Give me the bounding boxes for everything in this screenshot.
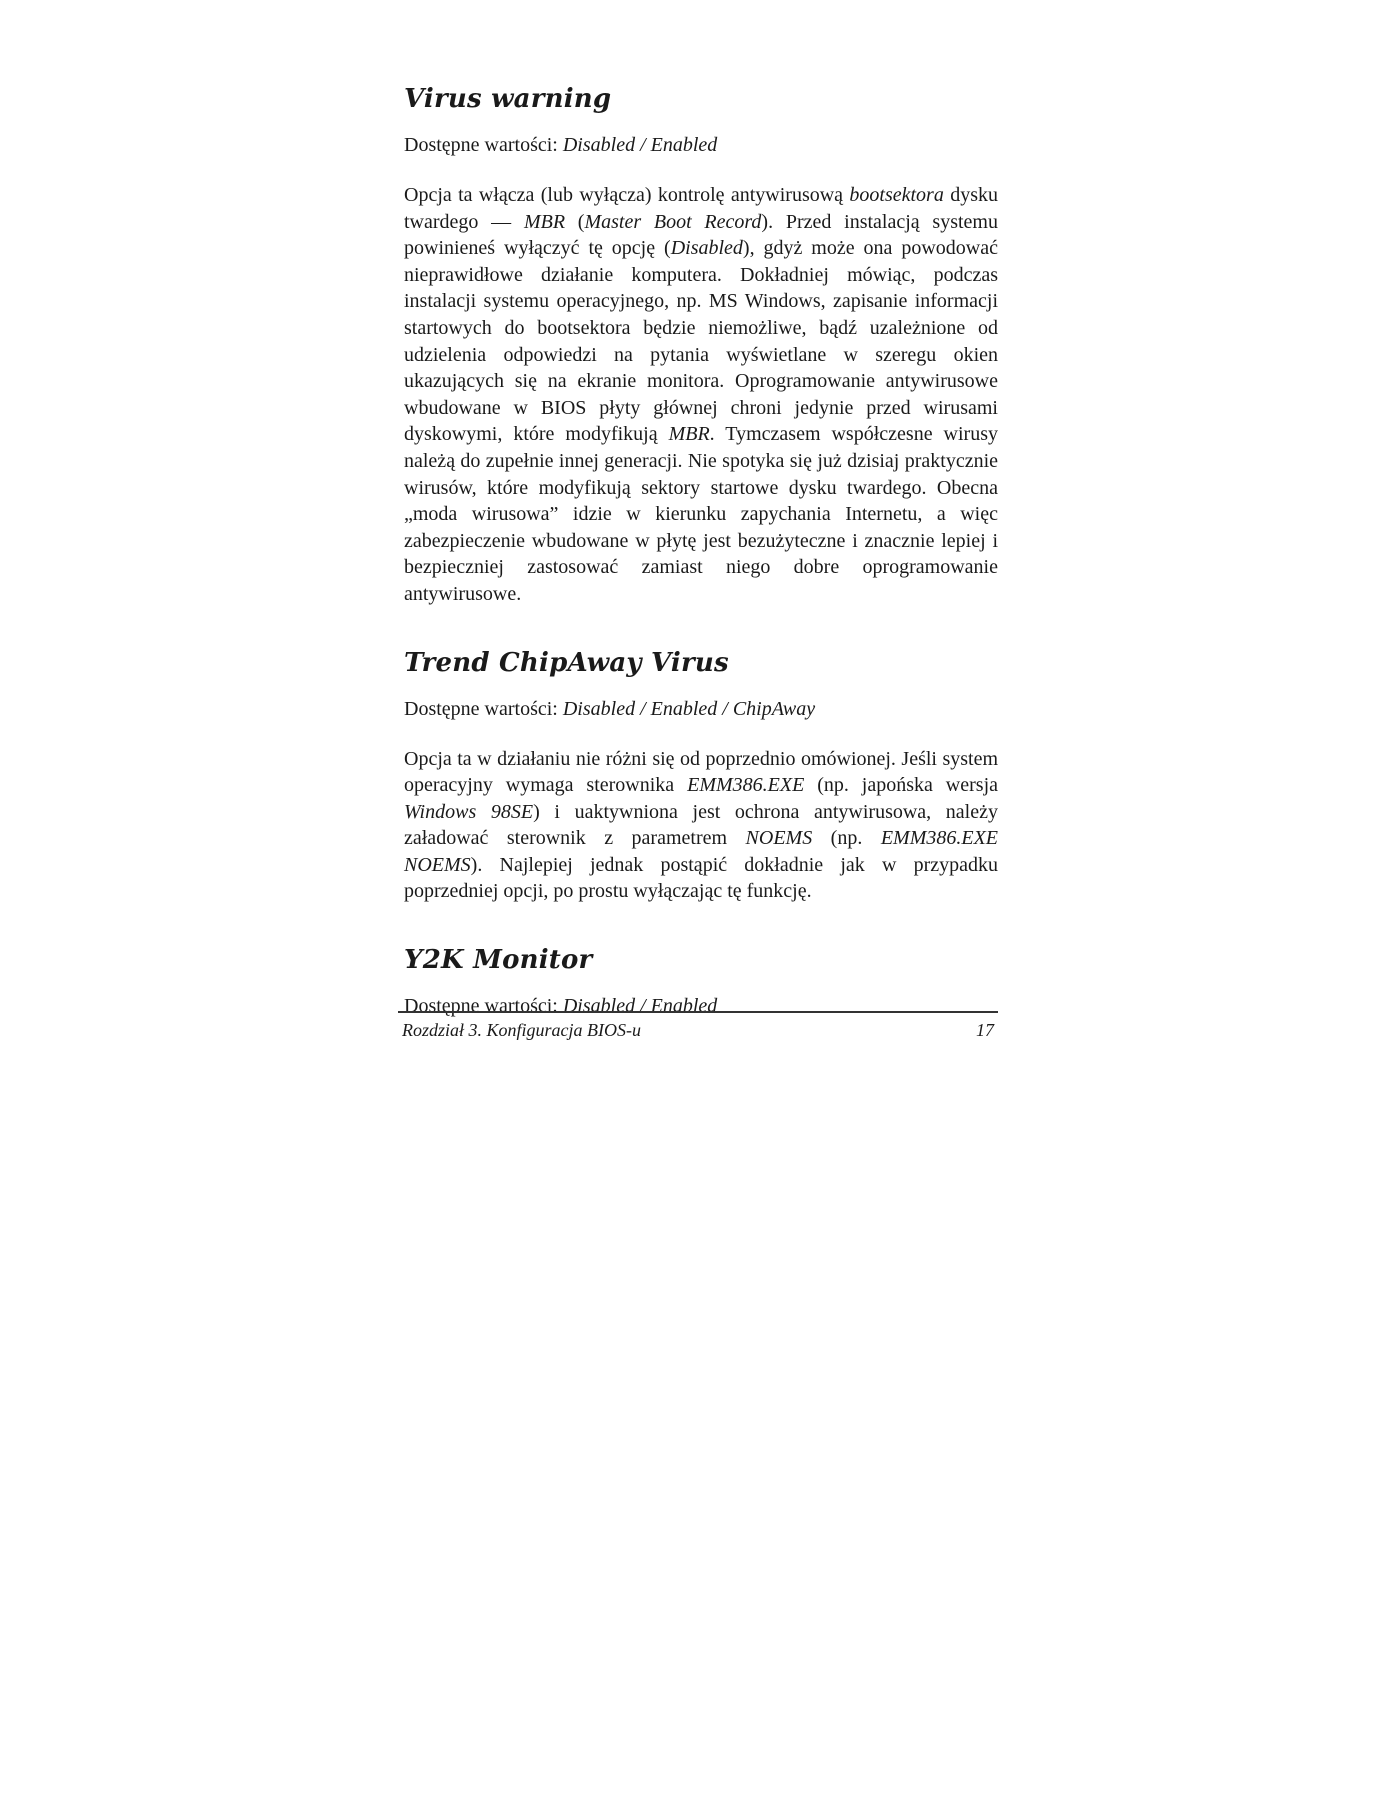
section-paragraph	[404, 182, 998, 608]
italic-term: Disabled	[670, 237, 743, 260]
text-run: (	[565, 210, 585, 233]
italic-term: bootsektora	[849, 184, 944, 206]
page-content	[404, 84, 998, 1043]
text-run: (np. japońska wersja	[804, 774, 998, 797]
values-list: Disabled / Enabled / ChipAway	[562, 697, 816, 720]
italic-term: Windows 98SE	[404, 800, 534, 823]
text-run: ) i uaktywniona jest ochrona antywirusowa, należy załadować sterownik z parametrem	[404, 800, 998, 850]
values-prefix: Dostępne wartości:	[404, 697, 563, 720]
text-run: . Tymczasem współczesne wirusy należą do zupełnie innej generacji. Nie spotyka się już dzisiaj praktycznie wirusów, które modyfikują sektory startowe dysku twardego. Obecna „moda wirusowa” idzie w kierunku zapychania Internetu, a więc zabezpieczenie wbudowane w płytę jest bezużyteczne i znacznie lepiej i bezpieczniej zastosować zamiast niego dobre oprogramowanie antywirusowe.	[404, 423, 998, 605]
values-list: Disabled / Enabled	[562, 134, 718, 156]
italic-term: MBR	[668, 423, 710, 446]
text-run: dysku twardego —	[404, 184, 998, 233]
section-y2k-monitor	[404, 945, 998, 1019]
italic-term: Master Boot Record	[584, 210, 762, 233]
section-title: Trend ChipAway Virus	[404, 647, 729, 678]
text-run: (np.	[812, 827, 881, 850]
footer-divider	[398, 1011, 998, 1013]
italic-term: EMM386.EXE	[687, 774, 805, 797]
text-run: ). Przed instalacją systemu powinieneś wyłączyć tę opcję (	[404, 210, 998, 260]
available-values	[404, 132, 998, 158]
text-run: ). Najlepiej jednak postąpić dokładnie jak w przypadku poprzedniej opcji, po prostu wyłączając tę funkcję.	[404, 853, 998, 903]
values-prefix: Dostępne wartości:	[404, 995, 563, 1018]
italic-term: NOEMS	[745, 827, 813, 850]
section-virus-warning	[404, 84, 998, 608]
available-values	[404, 696, 998, 722]
text-run: Opcja ta włącza (lub wyłącza) kontrolę antywirusową	[404, 184, 850, 206]
section-paragraph	[404, 746, 998, 906]
text-run: Opcja ta w działaniu nie różni się od poprzednio omówionej. Jeśli system operacyjny wymaga sterownika	[404, 747, 998, 797]
text-run: ), gdyż może ona powodować nieprawidłowe działanie komputera. Dokładniej mówiąc, podczas instalacji systemu operacyjnego, np. MS Windows, zapisanie informacji startowych do bootsektora będzie niemożliwe, bądź uzależnione od udzielenia odpowiedzi na pytania wyświetlane w szeregu okien ukazujących się na ekranie monitora. Oprogramowanie antywirusowe wbudowane w BIOS płyty głównej chroni jedynie przed wirusami dyskowymi, które modyfikują	[404, 237, 998, 446]
footer-row	[398, 1019, 998, 1041]
page-footer	[398, 1011, 998, 1041]
italic-term: MBR	[523, 210, 566, 233]
section-trend-chipaway-virus	[404, 648, 998, 906]
values-list: Disabled / Enabled	[562, 995, 718, 1018]
section-title: Virus warning	[404, 84, 612, 114]
section-title: Y2K Monitor	[404, 945, 593, 976]
footer-page-number: 17	[976, 1020, 994, 1040]
footer-chapter-title: Rozdział 3. Konfiguracja BIOS-u	[402, 1020, 641, 1040]
values-prefix: Dostępne wartości:	[404, 134, 563, 156]
italic-term: EMM386.EXE NOEMS	[404, 827, 998, 876]
